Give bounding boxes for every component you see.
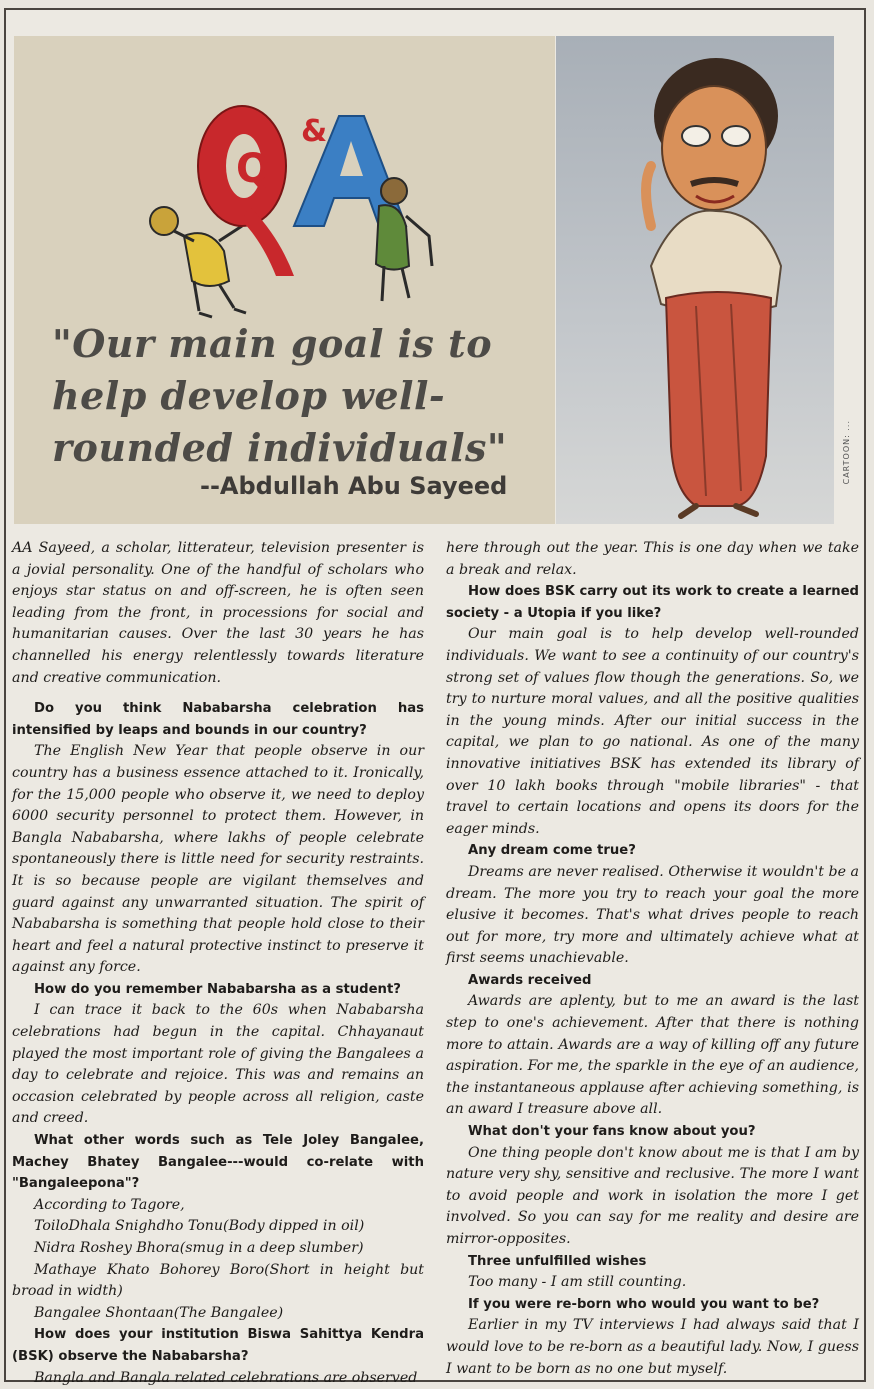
question: What don't your fans know about you? [468,1124,756,1140]
headline-panel [14,36,555,524]
portrait-panel [556,36,834,524]
ampersand: & [301,114,328,149]
list-item: Mathaye Khato Bohorey Boro(Short in height but broad in width) [12,1261,424,1300]
left-column [12,538,424,1389]
answer: Awards are aplenty, but to me an award is the last step to one's achievement. After that there is nothing more to attain. Awards are a way of killing off any future aspiration. For me, the sparkle in the eye of an audience, the instantaneous applause after achieving something, is an award I treasure above all. [446,993,859,1118]
right-column [446,538,859,1380]
headline-quote: "Our main goal is to help develop well-rounded individuals" [52,321,508,470]
caricature-portrait-icon [646,58,781,516]
question: Do you think Nababarsha celebration has intensified by leaps and bounds in our country? [12,701,424,738]
answer: I can trace it back to the 60s when Nababarsha celebrations had begun in the capital. Chhayanaut played the most important role of giving the Bangalees a day to celebrate and rejoice. This was and remains an occasion celebrated by people across all religion, caste and creed. [12,1002,424,1127]
question: If you were re-born who would you want to be? [468,1296,820,1312]
answer: The English New Year that people observe in our country has a business essence attached to it. Ironically, for the 15,000 people who observe it, we need to deploy 6000 security personnel to protect them. However, in Bangla Nababarsha, where lakhs of people celebrate spontaneously there is little need for security restraints. It is so because people are vigilant themselves and guard against any unwarranted situation. The spirit of Nababarsha is something that people hold close to their heart and feel a natural protective instinct to preserve it against any force. [12,743,424,976]
intro-paragraph: AA Sayeed, a scholar, litterateur, television presenter is a jovial personality. One of the handful of scholars who enjoys star status on and off-screen, he is often seen leading from the front, in processions for social and humanitarian causes. Over the last 30 years he has channelled his energy relentlessly towards literature and creative communication. [12,540,424,686]
answer: Bangla and Bangla related celebrations are observed [34,1369,418,1386]
answer: Our main goal is to help develop well-rounded individuals. We want to see a continuity of our country's strong set of values flow though the generations. So, we try to nurture moral values, and all the positive qualities in the young minds. After our initial success in the capital, we plan to go national. As one of the many innovative initiatives BSK has extended its library of over 10 lakh books through "mobile libraries" - that travel to certain locations and opens its doors for the eager minds. [446,626,859,837]
q-letter: Q [236,146,271,192]
answer-continued: here through out the year. This is one day when we take a break and relax. [446,540,859,578]
answer: Dreams are never realised. Otherwise it wouldn't be a dream. The more you try to reach your goal the more elusive it becomes. That's what drives people to reach out for more, try more and ultimately achieve what at first seems unachievable. [446,863,859,967]
question: Any dream come true? [468,843,636,859]
illustration-credit: CARTOON: ... [842,420,851,485]
question: Awards received [468,972,592,988]
answer: Too many - I am still counting. [468,1274,687,1291]
list-item: According to Tagore, [34,1196,185,1213]
question: How do you remember Nababarsha as a student? [34,981,401,997]
quote-attribution: --Abdullah Abu Sayeed [200,472,508,500]
qa-cartoon-illustration [14,36,555,336]
list-item: Nidra Roshey Bhora(smug in a deep slumber) [34,1240,364,1256]
question: How does your institution Biswa Sahittya Kendra (BSK) observe the Nababarsha? [12,1327,424,1364]
list-item: ToiloDhala Snighdho Tonu(Body dipped in oil) [34,1218,365,1235]
answer: One thing people don't know about me is that I am by nature very shy, sensitive and reclusive. The more I want to avoid people and work in isolation the more I get involved. So you can say for me reality and desire are mirror-opposites. [446,1144,859,1247]
question: What other words such as Tele Joley Bangalee, Machey Bhatey Bangalee---would co-relate with "Bangaleepona"? [12,1133,424,1192]
answer: Earlier in my TV interviews I had always said that I would love to be re-born as a beautiful lady. Now, I guess I want to be born as no one but myself. [446,1317,859,1377]
caricature-illustration [556,36,834,524]
list-item: Bangalee Shontaan(The Bangalee) [34,1304,284,1321]
right-figure-icon [376,178,432,301]
question: How does BSK carry out its work to create a learned society - a Utopia if you like? [446,584,859,621]
question: Three unfulfilled wishes [468,1253,647,1269]
